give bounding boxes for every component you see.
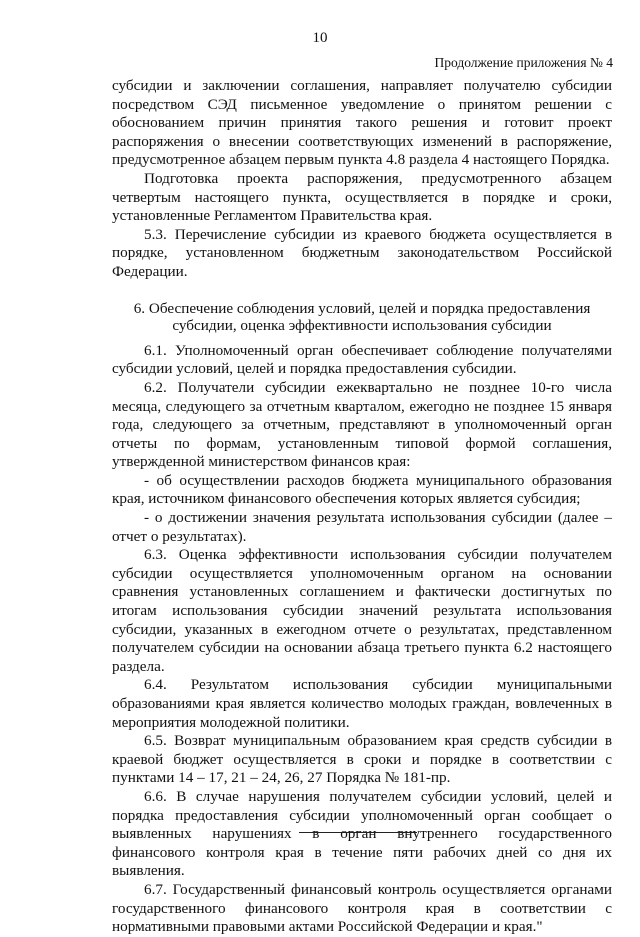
page-number: 10 <box>312 30 328 46</box>
paragraph: субсидии и заключении соглашения, направляет получателю субсидии посредством СЭД письменное уведомление о принятом решении с обоснованием причин принятия такого решения и готовит проект распоряжения о внесении соответствующих изменений в распоряжение, предусмотренное абзацем первым пункта 4.8 раздела 4 настоящего Порядка. <box>112 77 612 169</box>
paragraph: 6.3. Оценка эффективности использования субсидии получателем субсидии осуществляется уполномоченным органом на основании сравнения установленных соглашением и фактически достигнутых по итогам использования субсидии значений результата использования субсидии, указанных в ежегодном отчете о результатах, представленном получателем субсидии на основании абзаца третьего пункта 6.2 настоящего раздела. <box>112 546 612 675</box>
paragraph: 6.1. Уполномоченный орган обеспечивает соблюдение получателями субсидии условий, целей и порядка предоставления субсидии. <box>112 341 612 378</box>
paragraph: - о достижении значения результата использования субсидии (далее – отчет о результатах). <box>112 509 612 545</box>
paragraph: 6.2. Получатели субсидии ежеквартально не позднее 10-го числа месяца, следующего за отчетным кварталом, ежегодно не позднее 15 января года, следующего за отчетным, представляют в уполномоченный орган отчеты по формам, установленным типовой формой соглашения, утвержденной министерством финансов края: <box>112 378 612 471</box>
closing-divider-line <box>299 832 417 833</box>
paragraph: 6.6. В случае нарушения получателем субсидии условий, целей и порядка предоставления субсидии уполномоченный орган сообщает о выявленных нарушениях в орган внутреннего государственного финансового контроля края в течение пяти рабочих дней со дня их выявления. <box>112 787 612 880</box>
paragraph: 5.3. Перечисление субсидии из краевого бюджета осуществляется в порядке, установленном бюджетным законодательством Российской Федерации. <box>112 225 612 280</box>
spacer <box>112 282 612 290</box>
paragraph: Подготовка проекта распоряжения, предусмотренного абзацем четвертым настоящего пункта, осуществляется в порядке и сроки, установленные Регламентом Правительства края. <box>112 169 612 225</box>
paragraph: 6.4. Результатом использования субсидии муниципальными образованиями края является количество молодых граждан, вовлеченных в мероприятия молодежной политики. <box>112 676 612 731</box>
paragraph: 6.7. Государственный финансовый контроль осуществляется органами государственного финансового контроля края в соответствии с нормативными правовыми актами Российской Федерации и края." <box>112 880 612 936</box>
paragraph: 6.5. Возврат муниципальным образованием края средств субсидии в краевой бюджет осуществляется в сроки и порядке в соответствии с пунктами 14 – 17, 21 – 24, 26, 27 Порядка № 181-пр. <box>112 732 612 787</box>
document-body <box>112 77 612 937</box>
paragraph: - об осуществлении расходов бюджета муниципального образования края, источником финансового обеспечения которых является субсидия; <box>112 471 612 508</box>
appendix-continuation-label: Продолжение приложения № 4 <box>434 55 613 70</box>
section-heading: 6. Обеспечение соблюдения условий, целей и порядка предоставления субсидии, оценка эффективности использования субсидии <box>133 299 591 335</box>
